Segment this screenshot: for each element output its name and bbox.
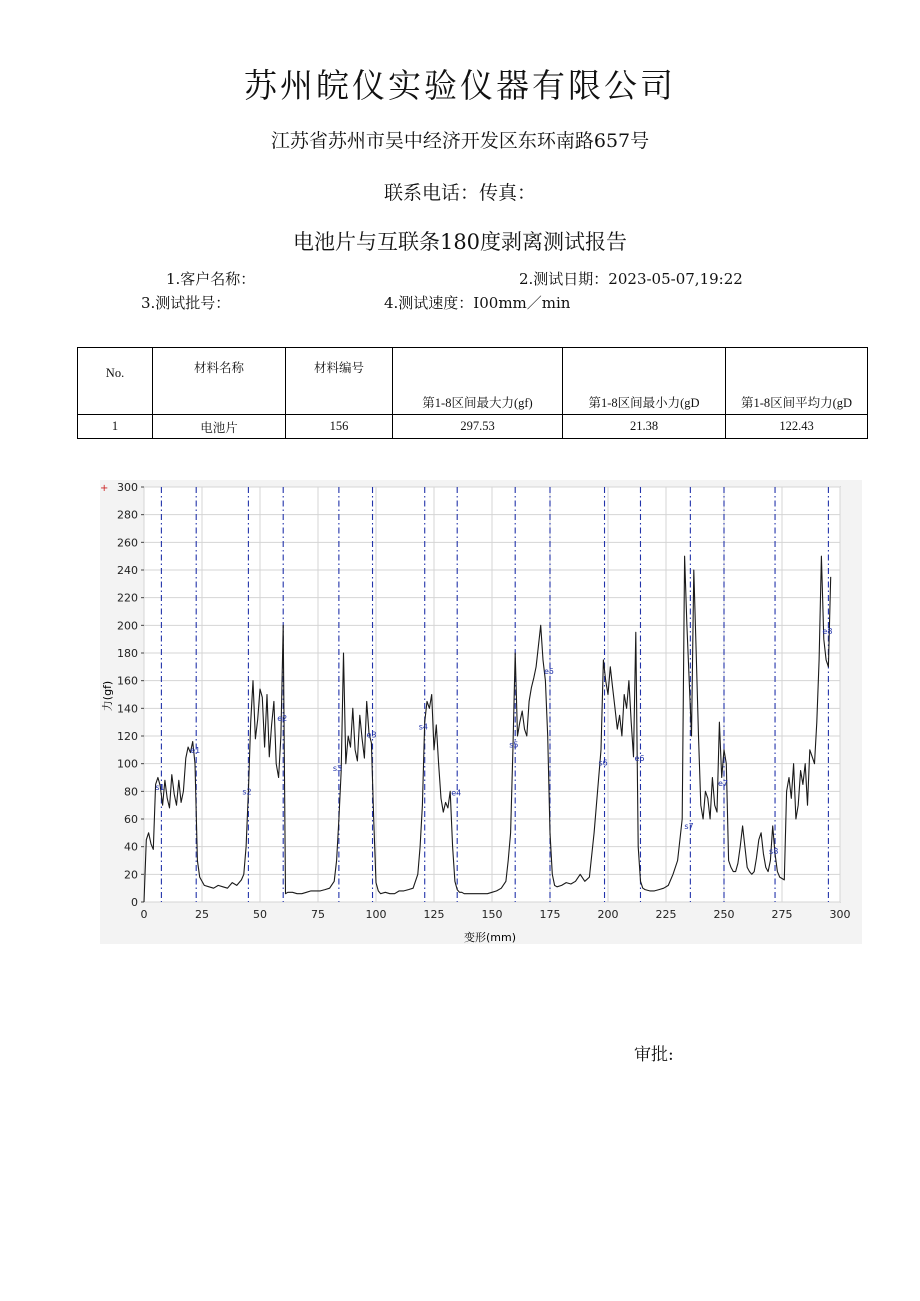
y-tick-label: 60 <box>124 813 138 826</box>
x-tick-label: 225 <box>655 908 677 921</box>
region-start-label: s3 <box>332 763 343 773</box>
region-start-label: s6 <box>598 758 608 768</box>
y-tick-label: 140 <box>117 702 138 716</box>
x-tick-label: 50 <box>253 908 267 921</box>
y-tick-label: 80 <box>124 785 138 799</box>
cell-material-name: 电池片 <box>153 415 286 439</box>
y-tick-label: 20 <box>124 868 138 882</box>
y-tick-label: 180 <box>117 647 138 660</box>
peel-force-chart <box>100 480 862 944</box>
table-header-row <box>78 348 868 415</box>
x-axis-label: 变形(mm) <box>463 931 517 944</box>
region-start-label: s5 <box>509 740 519 750</box>
y-tick-label: 40 <box>124 840 138 854</box>
region-start-label: s1 <box>155 783 165 793</box>
table-row <box>78 415 868 439</box>
col-header-material-name: 材料名称 <box>153 348 286 415</box>
y-tick-label: 100 <box>117 757 138 771</box>
x-tick-label: 200 <box>597 908 619 921</box>
x-tick-label: 75 <box>311 908 325 921</box>
y-tick-label: 300 <box>117 481 138 494</box>
region-end-label: e7 <box>718 779 729 789</box>
y-tick-label: 240 <box>117 564 138 577</box>
region-start-label: s4 <box>418 722 428 732</box>
cell-avg-force: 122.43 <box>726 415 868 439</box>
region-end-label: e3 <box>366 730 377 740</box>
x-tick-label: 275 <box>771 908 793 921</box>
x-tick-label: 25 <box>195 908 209 921</box>
max-force-marker: + <box>100 483 109 494</box>
y-tick-label: 260 <box>117 536 138 550</box>
region-start-label: s7 <box>684 821 694 831</box>
region-end-label: e4 <box>451 788 462 798</box>
approval-label: 审批: <box>634 1045 674 1065</box>
region-start-label: s2 <box>242 787 252 797</box>
region-end-label: e2 <box>277 714 288 724</box>
region-end-label: e6 <box>634 754 645 764</box>
region-end-label: e1 <box>190 745 201 755</box>
y-tick-label: 200 <box>117 619 138 633</box>
x-tick-label: 300 <box>829 908 851 921</box>
region-start-label: s8 <box>769 846 779 856</box>
company-address: 江苏省苏州市吴中经济开发区东环南路657号 <box>270 130 650 152</box>
col-header-max-force: 第1-8区间最大力(gf) <box>393 348 563 415</box>
y-axis-label: 力(gf) <box>101 680 114 712</box>
x-tick-label: 175 <box>539 908 561 921</box>
x-tick-label: 150 <box>481 908 503 921</box>
client-name-field: 1.客户名称： <box>166 270 256 288</box>
y-tick-label: 120 <box>117 730 138 743</box>
test-speed-field: 4.测试速度：I00mm／min <box>384 294 571 312</box>
col-header-min-force: 第1-8区间最小力(gD <box>563 348 726 415</box>
y-tick-label: 280 <box>117 508 138 522</box>
col-header-no: No. <box>78 348 153 415</box>
report-title: 电池片与互联条180度剥离测试报告 <box>292 230 628 254</box>
col-header-material-id: 材料编号 <box>286 348 393 415</box>
y-tick-label: 0 <box>131 896 138 909</box>
y-tick-label: 160 <box>117 674 138 688</box>
x-tick-label: 0 <box>140 908 148 921</box>
x-tick-label: 100 <box>365 908 387 921</box>
cell-min-force: 21.38 <box>563 415 726 439</box>
contact-line: 联系电话：传真： <box>383 182 536 204</box>
results-table <box>77 347 868 439</box>
col-header-avg-force: 第1-8区间平均力(gD <box>726 348 868 415</box>
region-end-label: e8 <box>822 626 833 636</box>
company-name: 苏州皖仪实验仪器有限公司 <box>244 66 676 105</box>
x-tick-label: 250 <box>713 908 735 921</box>
x-tick-label: 125 <box>423 908 445 921</box>
test-date-field: 2.测试日期：2023-05-07,19:22 <box>519 270 743 288</box>
cell-material-id: 156 <box>286 415 393 439</box>
batch-number-field: 3.测试批号： <box>141 294 231 312</box>
cell-no: 1 <box>78 415 153 439</box>
region-end-label: e5 <box>544 666 555 676</box>
cell-max-force: 297.53 <box>393 415 563 439</box>
y-tick-label: 220 <box>117 591 138 605</box>
